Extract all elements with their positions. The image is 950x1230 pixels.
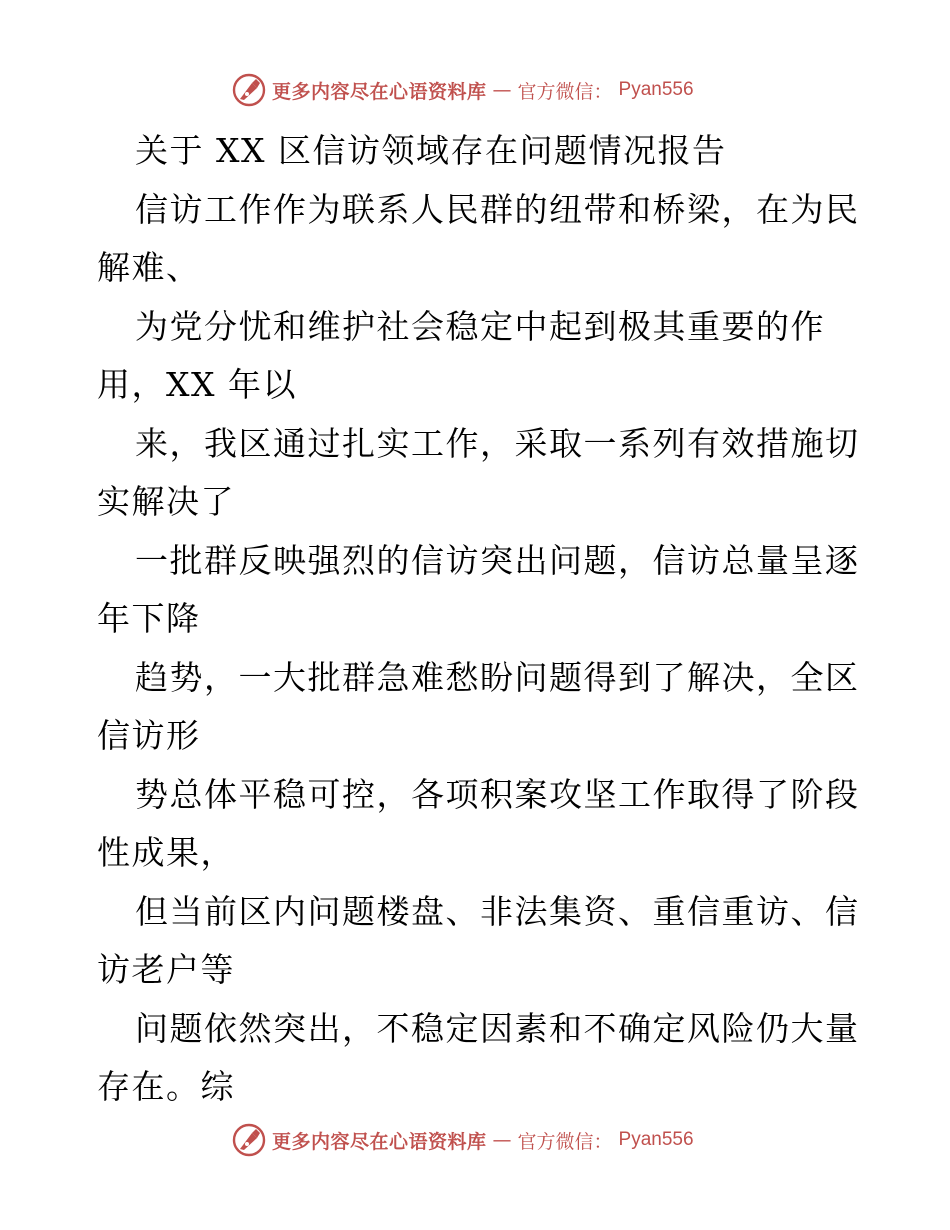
paragraph-line: 存在。综: [97, 1067, 235, 1106]
banner-separator: —: [492, 79, 512, 101]
document-body: [97, 122, 860, 1117]
paragraph-line: 为党分忧和维护社会稳定中起到极其重要的作: [135, 306, 825, 346]
banner-title: 更多内容尽在心语资料库: [272, 80, 487, 103]
pen-nib-logo-icon: [232, 1123, 266, 1157]
paragraph-line: 一批群反映强烈的信访突出问题，信访总量呈逐: [135, 540, 860, 580]
paragraph-line: 趋势，一大批群急难愁盼问题得到了解决，全区: [135, 657, 860, 697]
paragraph-line: 信访形: [97, 716, 201, 755]
paragraph-line: 解难、: [97, 248, 201, 287]
header-banner: [232, 72, 694, 108]
banner-contact-label: 官方微信：: [517, 80, 613, 103]
paragraph-line: 势总体平稳可控，各项积案攻坚工作取得了阶段: [135, 774, 860, 814]
banner-title: 更多内容尽在心语资料库: [272, 1130, 487, 1153]
banner-contact-label: 官方微信：: [517, 1130, 613, 1153]
paragraph-line: 用，XX 年以: [97, 365, 297, 404]
paragraph-line: 问题依然突出，不稳定因素和不确定风险仍大量: [135, 1008, 860, 1048]
paragraph-line: 实解决了: [97, 482, 235, 521]
banner-contact-id: Pyan556: [618, 79, 694, 100]
paragraph-line: 关于 XX 区信访领域存在问题情况报告: [135, 131, 727, 170]
paragraph-line: 来，我区通过扎实工作，采取一系列有效措施切: [135, 423, 860, 463]
pen-nib-logo-icon: [232, 73, 266, 107]
paragraph-line: 信访工作作为联系人民群的纽带和桥梁，在为民: [135, 189, 860, 229]
footer-banner: [232, 1122, 694, 1158]
banner-contact-id: Pyan556: [618, 1129, 694, 1150]
paragraph-line: 但当前区内问题楼盘、非法集资、重信重访、信: [135, 891, 860, 931]
banner-separator: —: [492, 1129, 512, 1151]
paragraph-line: 访老户等: [97, 950, 235, 989]
paragraph-line: 年下降: [97, 599, 201, 638]
paragraph-line: 性成果，: [97, 833, 235, 872]
